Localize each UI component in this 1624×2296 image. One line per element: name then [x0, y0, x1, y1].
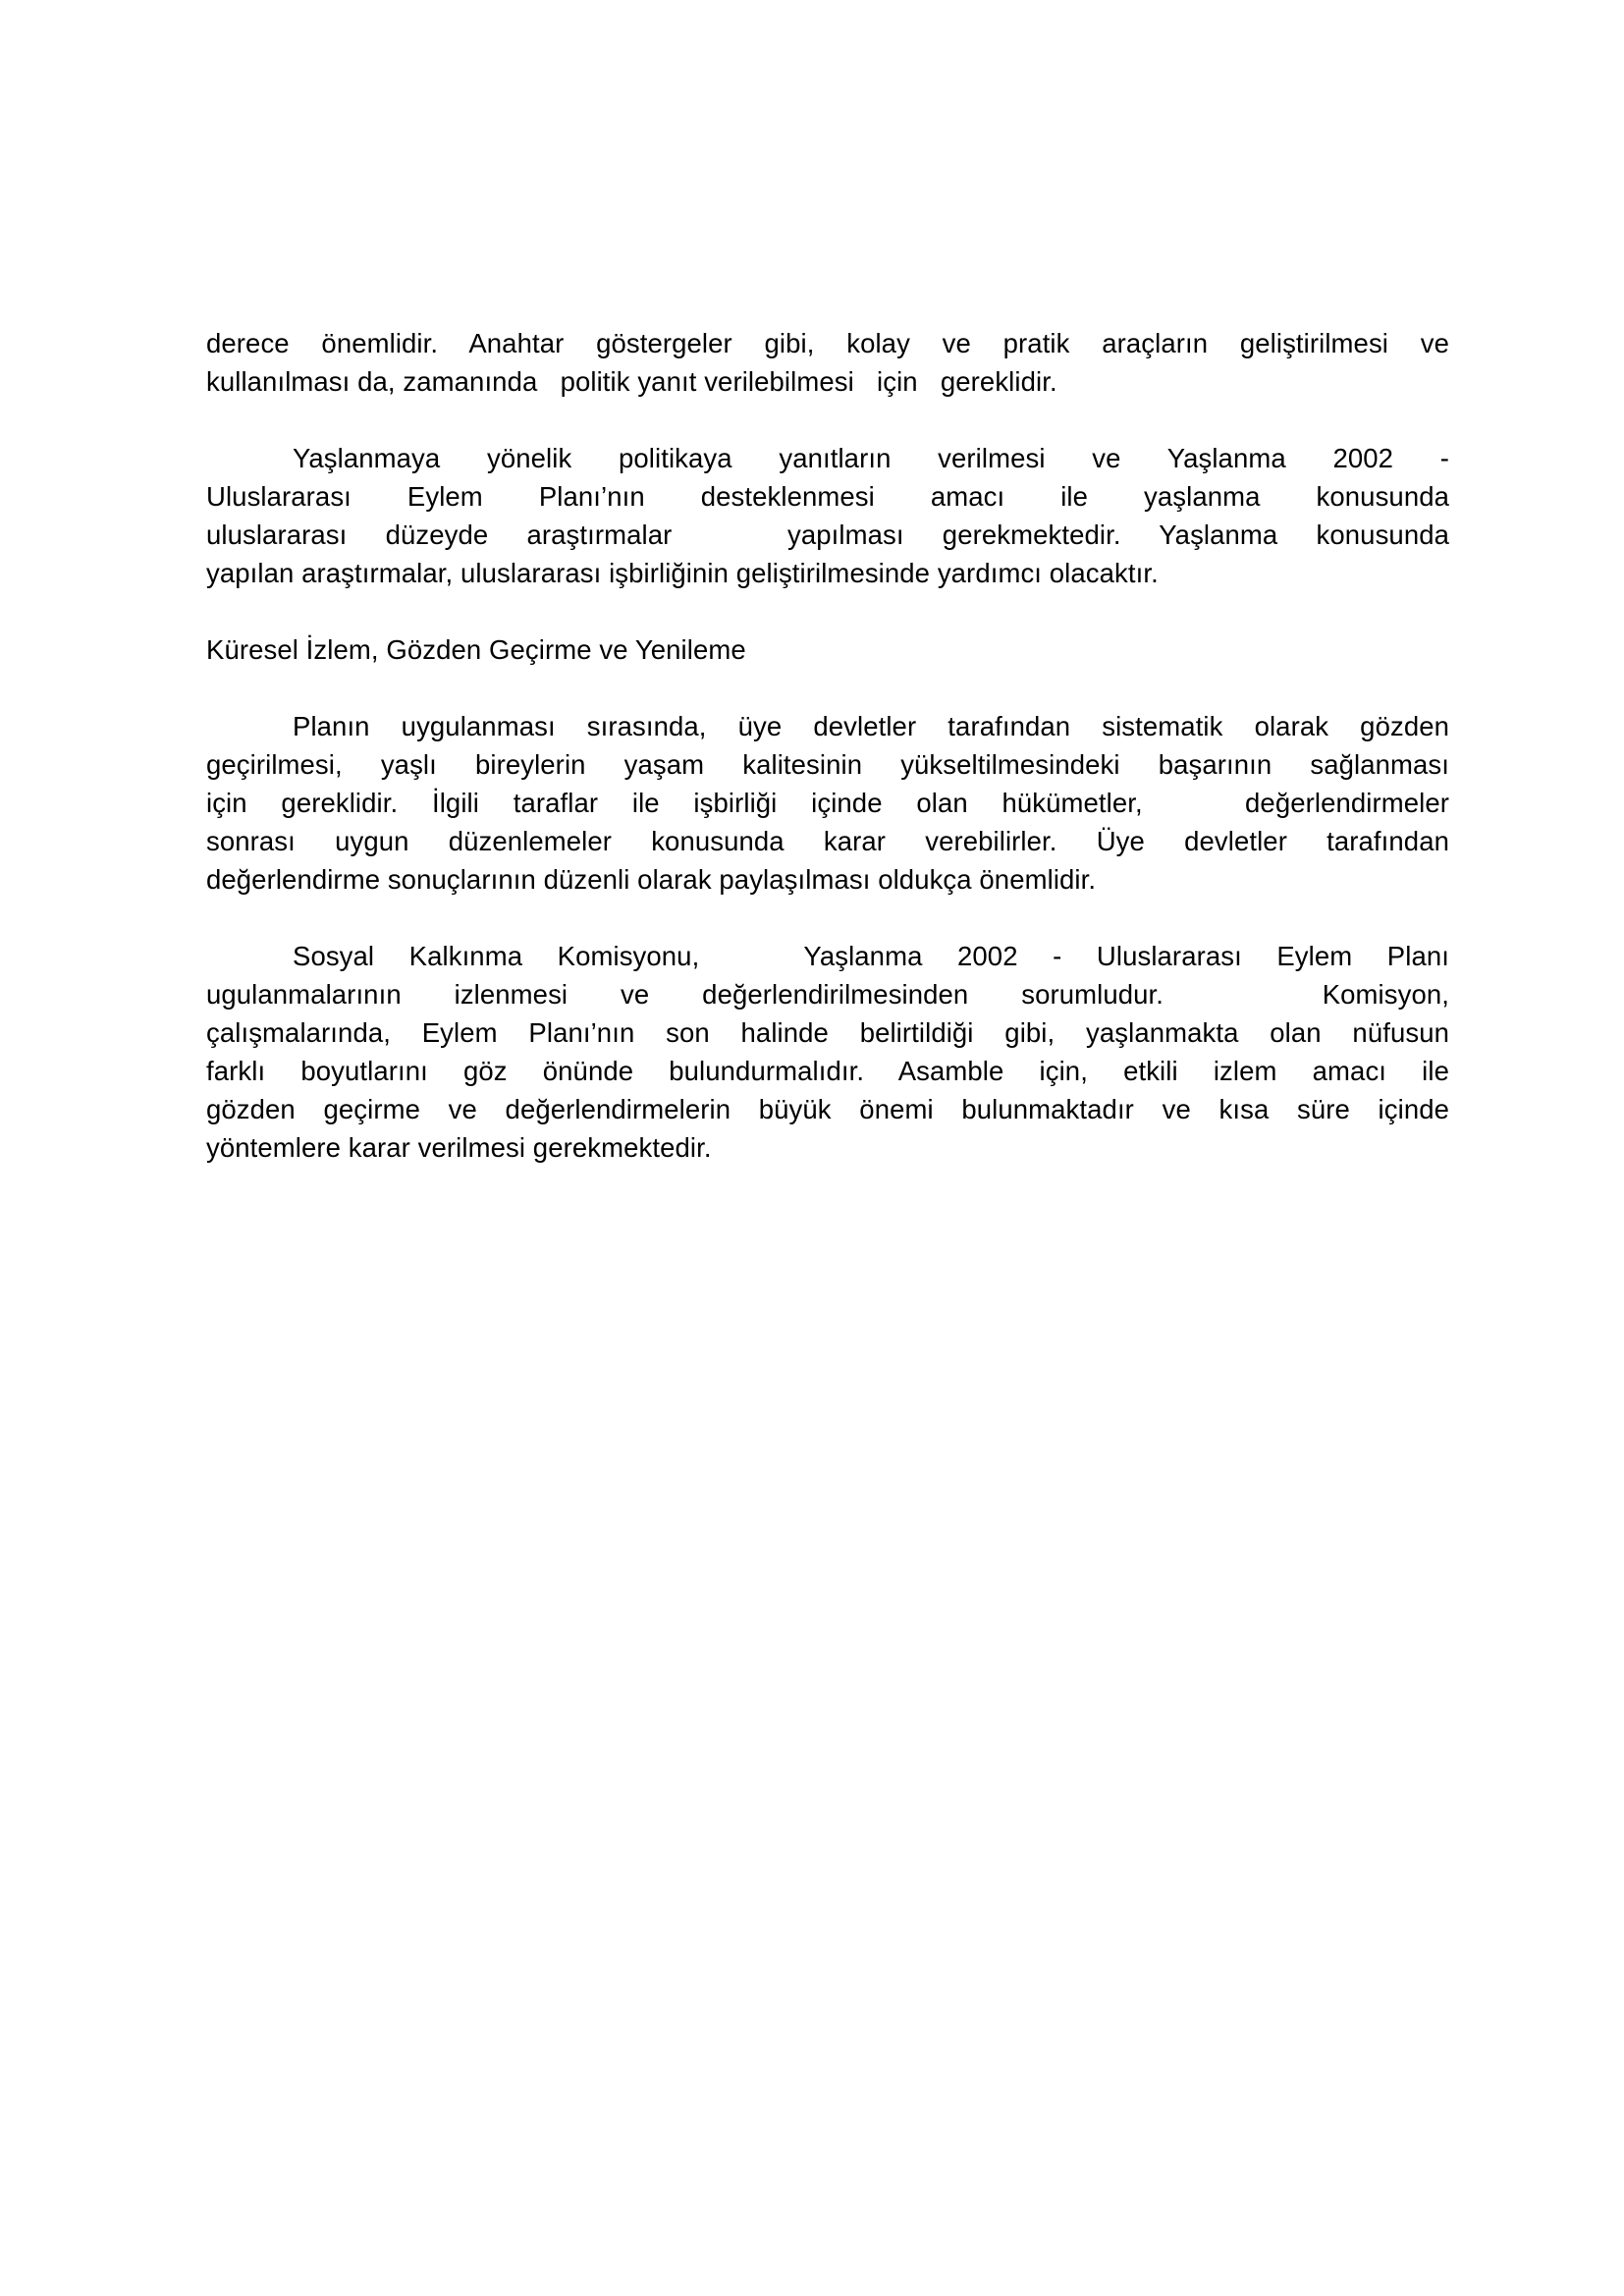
text-line: sonrası uygun düzenlemeler konusunda karar verebilirler. Üye devletler tarafından — [206, 826, 1449, 856]
paragraph — [206, 937, 1449, 1167]
text-line: geçirilmesi, yaşlı bireylerin yaşam kalitesinin yükseltilmesindeki başarının sağlanması — [206, 749, 1449, 780]
text-line: farklı boyutlarını göz önünde bulundurmalıdır. Asamble için, etkili izlem amacı ile — [206, 1056, 1449, 1086]
text-line: ugulanmalarının izlenmesi ve değerlendirilmesinden sorumludur. Komisyon, — [206, 979, 1449, 1010]
section-heading — [206, 630, 1449, 669]
text-line: için gereklidir. İlgili taraflar ile işbirliği içinde olan hükümetler, değerlendirmeler — [206, 788, 1449, 818]
text-line: Uluslararası Eylem Planı’nın desteklenmesi amacı ile yaşlanma konusunda — [206, 481, 1449, 512]
text-line: çalışmalarında, Eylem Planı’nın son halinde belirtildiği gibi, yaşlanmakta olan nüfusun — [206, 1017, 1449, 1048]
text-line: Yaşlanmaya yönelik politikaya yanıtların verilmesi ve Yaşlanma 2002 - — [293, 443, 1449, 473]
text-line: Küresel İzlem, Gözden Geçirme ve Yenileme — [206, 634, 746, 665]
text-line: yapılan araştırmalar, uluslararası işbirliğinin geliştirilmesinde yardımcı olacaktır. — [206, 558, 1159, 588]
text-line: değerlendirme sonuçlarının düzenli olarak paylaşılması oldukça önemlidir. — [206, 864, 1097, 895]
text-line: kullanılması da, zamanında politik yanıt verilebilmesi için gereklidir. — [206, 366, 1057, 397]
text-line: Planın uygulanması sırasında, üye devletler tarafından sistematik olarak gözden — [293, 711, 1449, 741]
paragraph — [206, 707, 1449, 899]
text-line: derece önemlidir. Anahtar göstergeler gibi, kolay ve pratik araçların geliştirilmesi ve — [206, 328, 1449, 358]
document-body — [206, 324, 1449, 1167]
text-line: yöntemlere karar verilmesi gerekmektedir. — [206, 1132, 712, 1163]
text-line: uluslararası düzeyde araştırmalar yapılması gerekmektedir. Yaşlanma konusunda — [206, 519, 1449, 550]
text-line: gözden geçirme ve değerlendirmelerin büyük önemi bulunmaktadır ve kısa süre içinde — [206, 1094, 1449, 1124]
paragraph — [206, 324, 1449, 401]
text-line: Sosyal Kalkınma Komisyonu, Yaşlanma 2002 - Uluslararası Eylem Planı — [293, 941, 1449, 971]
paragraph — [206, 439, 1449, 592]
